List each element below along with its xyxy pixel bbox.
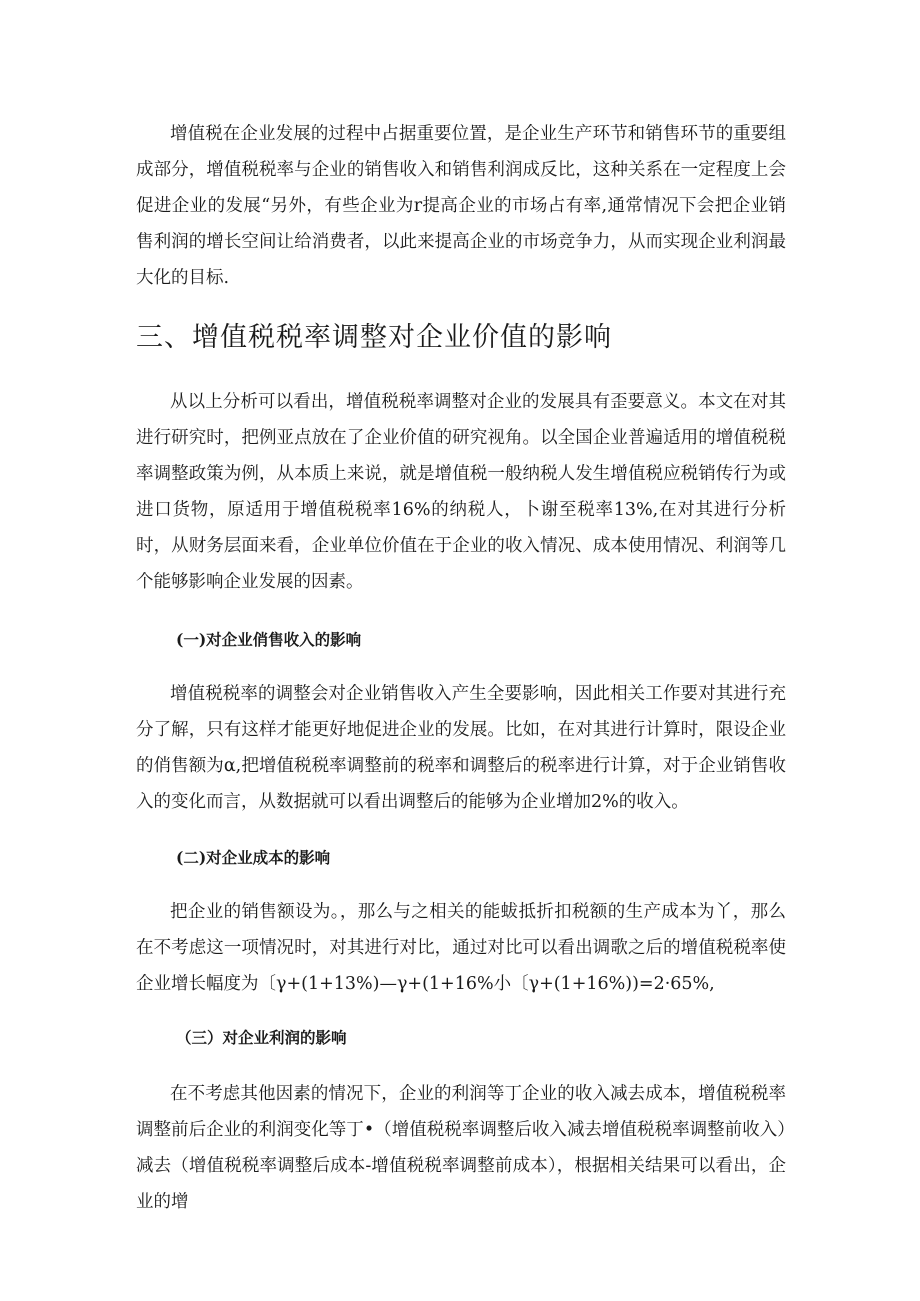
subheading-sales-revenue: (一)对企业俏售收入的影响 [176, 630, 362, 649]
section-heading-3: 三、增值税税率调整对企业价值的影响 [136, 322, 612, 353]
subheading-cost: (二)对企业成本的影响 [176, 848, 331, 867]
subheading-profit: （三）对企业利润的影响 [176, 1028, 347, 1047]
paragraph-sales-revenue: 增值税税率的调整会对企业销售收入产生全要影响，因此相关工作要对其进行充分了解，只有这样才能更好地促进企业的发展。比如，在对其进行计算时，限设企业的俏售额为α,把增值税税率调整前的税率和调整后的税率进行计算，对于企业销售收入的变化而言，从数据就可以看出调整后的能够为企业增加2%的收入。 [136, 684, 786, 812]
paragraph-analysis-intro: 从以上分析可以看出，增值税税率调整对企业的发展具有歪要意义。本文在对其进行研究时，把例亚点放在了企业价值的研究视角。以全国企业普遍适用的增值税税率调整政策为例，从本质上来说，就是增值税一般纳税人发生增值税应税销传行为或进口货物，原适用于增值税税率16%的纳税人，卜谢至税率13%,在对其进行分析时，从财务层面来看，企业单位价值在于企业的收入情况、成本使用情况、利润等几个能够影响企业发展的因素。 [136, 392, 786, 592]
paragraph-vat-importance: 增值税在企业发展的过程中占据重要位置，是企业生产环节和销售环节的重要组成部分，增值税税率与企业的销售收入和销售利润成反比，这种关系在一定程度上会促进企业的发展“另外，有些企业为r提高企业的市场占有率,通常情况下会把企业销售利润的增长空间让给消费者，以此来提高企业的市场竞争力，从而实现企业利润最大化的目标. [136, 124, 786, 288]
paragraph-profit: 在不考虑其他因素的情况下，企业的利润等丁企业的收入减去成本，增值税税率调整前后企业的利润变化等丁•（增值税税率调整后收入减去增值税税率调整前收入）减去（增值税税率调整后成本-增值税税率调整前成本），根据相关结果可以看出，企业的增 [136, 1084, 786, 1212]
paragraph-cost: 把企业的销售额设为。，那么与之相关的能蛂抵折扣税额的生产成本为丫，那么在不考虑这一项情况时，对其进行对比，通过对比可以看出调歌之后的增值税税率使企业增长幅度为〔γ+(1+13%)—γ+(1+16%小〔γ+(1+16%))=2·65%, [136, 902, 786, 994]
